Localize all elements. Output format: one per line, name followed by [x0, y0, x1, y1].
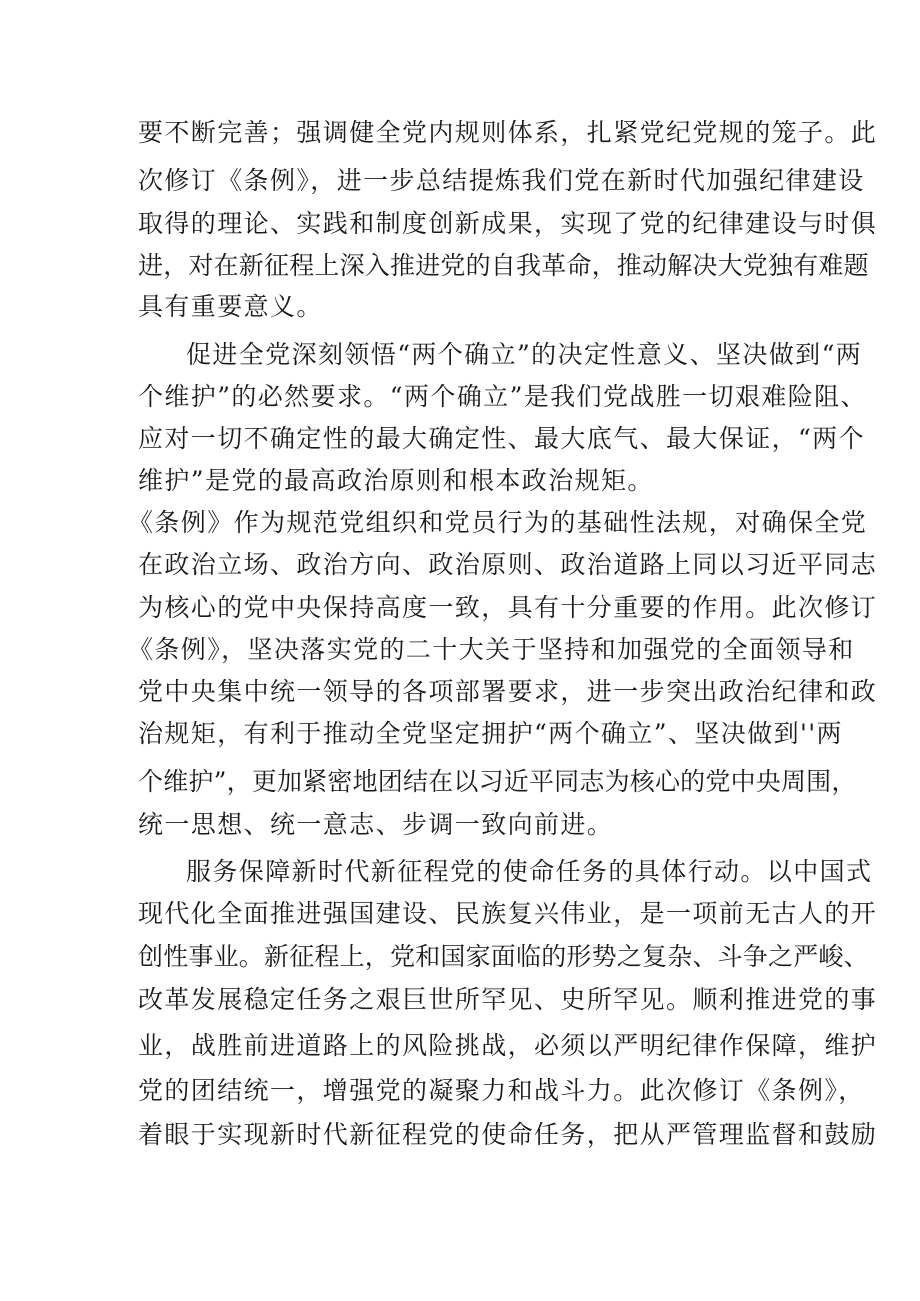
text-line: 治规矩，有利于推动全党坚定拥护“两个确立”、坚决做到''两 [138, 719, 843, 748]
text-line: 具有重要意义。 [138, 292, 323, 321]
paragraph-first-line: 促进全党深刻领悟“两个确立”的决定性意义、坚决做到“两 [186, 340, 863, 369]
paragraph-first-line: 服务保障新时代新征程党的使命任务的具体行动。以中国式 [186, 857, 873, 886]
text-line: 取得的理论、实践和制度创新成果，实现了党的纪律建设与时俱 [138, 209, 878, 238]
text-line: 次修订《条例》，进一步总结提炼我们党在新时代加强纪律建设 [138, 166, 865, 195]
text-line: 维护”是党的最高政治原则和根本政治规矩。 [138, 466, 654, 495]
text-line: 在政治立场、政治方向、政治原则、政治道路上同以习近平同志 [138, 550, 878, 579]
text-line: 统一思想、统一意志、步调一致向前进。 [138, 810, 614, 839]
text-line: 《条例》，坚决落实党的二十大关于坚持和加强党的全面领导和 [128, 635, 855, 664]
text-line: 业，战胜前进道路上的风险挑战，必须以严明纪律作保障，维护 [138, 1031, 878, 1060]
text-line: 改革发展稳定任务之艰巨世所罕见、史所罕见。顺利推进党的事 [138, 985, 878, 1014]
text-line: 为核心的党中央保持高度一致，具有十分重要的作用。此次修订 [138, 593, 878, 622]
text-line: 现代化全面推进强国建设、民族复兴伟业，是一项前无古人的开 [138, 899, 878, 928]
text-line: 着眼于实现新时代新征程党的使命任务，把从严管理监督和鼓励 [138, 1120, 878, 1149]
text-line: 进，对在新征程上深入推进党的自我革命，推动解决大党独有难题 [138, 251, 869, 280]
text-line: 党的团结统一，增强党的凝聚力和战斗力。此次修订《条例》， [138, 1076, 865, 1105]
text-line: 创性事业。新征程上，党和国家面临的形势之复杂、斗争之严峻、 [138, 942, 869, 971]
text-line: 党中央集中统一领导的各项部署要求，进一步突出政治纪律和政 [138, 677, 878, 706]
text-line: 《条例》作为规范党组织和党员行为的基础性法规，对确保全党 [128, 508, 868, 537]
text-line: 个维护”，更加紧密地团结在以习近平同志为核心的党中央周围， [138, 767, 857, 796]
text-line: 应对一切不确定性的最大确定性、最大底气、最大保证，“两个 [138, 424, 865, 453]
text-line: 要不断完善；强调健全党内规则体系，扎紧党纪党规的笼子。此 [138, 118, 878, 147]
text-line: 个维护”的必然要求。“两个确立”是我们党战胜一切艰难险阻、 [138, 382, 867, 411]
